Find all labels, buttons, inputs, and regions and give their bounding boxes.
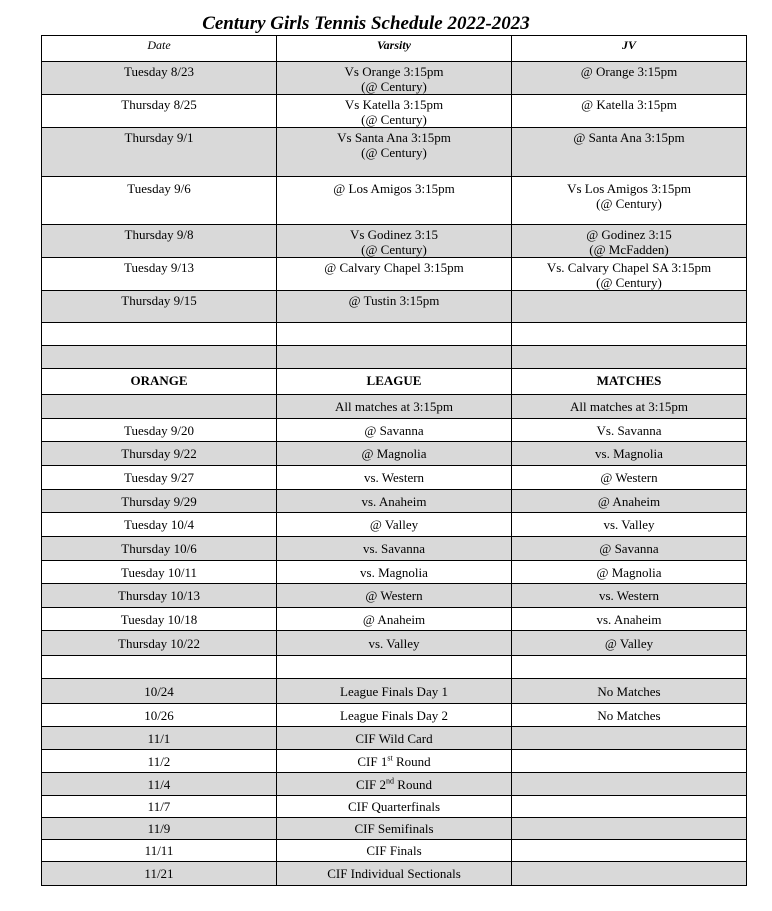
jv-location: (@ Century): [596, 275, 662, 290]
cell-jv: No Matches: [512, 679, 747, 704]
varsity-location: (@ Century): [361, 112, 427, 127]
league-header-league: LEAGUE: [277, 369, 512, 395]
cell-date: Thursday 8/25: [42, 95, 277, 128]
round-suffix: Round: [392, 753, 431, 769]
cell-date: 10/26: [42, 704, 277, 727]
jv-match: @ Orange 3:15pm: [580, 64, 678, 79]
cell-varsity: League Finals Day 2: [277, 704, 512, 727]
table-row: [42, 679, 747, 704]
varsity-match: @ Tustin 3:15pm: [348, 293, 440, 308]
jv-location: (@ McFadden): [589, 242, 669, 257]
cell-varsity: vs. Magnolia: [277, 561, 512, 584]
round-suffix: Round: [394, 776, 432, 792]
round-ordinal: nd: [386, 776, 395, 786]
spacer-row: [42, 346, 747, 369]
spacer-row: [42, 656, 747, 679]
varsity-location: (@ Century): [361, 242, 427, 257]
empty-cell: [42, 346, 277, 369]
cell-jv: [512, 291, 747, 323]
varsity-match: @ Los Amigos 3:15pm: [333, 181, 455, 196]
varsity-location: (@ Century): [361, 79, 427, 94]
varsity-match: @ Calvary Chapel 3:15pm: [324, 260, 464, 275]
cell-varsity: [277, 128, 512, 177]
cell-date: 11/4: [42, 773, 277, 796]
header-jv: JV: [512, 36, 747, 62]
table-row: [42, 537, 747, 561]
cell-varsity: [277, 177, 512, 225]
cell-date: 10/24: [42, 679, 277, 704]
table-row: [42, 773, 747, 796]
cell-varsity: vs. Savanna: [277, 537, 512, 561]
league-header-orange: ORANGE: [42, 369, 277, 395]
cell-jv: [512, 750, 747, 773]
table-row: [42, 466, 747, 490]
table-row: [42, 862, 747, 886]
league-header-matches: MATCHES: [512, 369, 747, 395]
table-row: [42, 513, 747, 537]
jv-match: Vs Los Amigos 3:15pm: [567, 181, 691, 196]
cell-varsity: @ Savanna: [277, 419, 512, 442]
cell-varsity: [277, 62, 512, 95]
cell-date: Tuesday 10/18: [42, 608, 277, 631]
league-note-varsity: All matches at 3:15pm: [277, 395, 512, 419]
cell-jv: Vs. Savanna: [512, 419, 747, 442]
table-row: [42, 95, 747, 128]
cell-jv: [512, 95, 747, 128]
cell-varsity: [277, 225, 512, 258]
cell-jv: vs. Western: [512, 584, 747, 608]
cell-jv: @ Savanna: [512, 537, 747, 561]
cell-jv: vs. Magnolia: [512, 442, 747, 466]
cell-date: Thursday 9/1: [42, 128, 277, 177]
header-date: Date: [42, 36, 277, 62]
table-row: [42, 177, 747, 225]
cell-date: Thursday 10/13: [42, 584, 277, 608]
cell-varsity: CIF Quarterfinals: [277, 796, 512, 818]
table-row: [42, 490, 747, 513]
table-row: [42, 840, 747, 862]
table-row: [42, 631, 747, 656]
cell-varsity: CIF Semifinals: [277, 818, 512, 840]
table-row: [42, 704, 747, 727]
cell-varsity: vs. Anaheim: [277, 490, 512, 513]
cell-varsity: CIF Finals: [277, 840, 512, 862]
cell-date: Thursday 9/15: [42, 291, 277, 323]
header-varsity: Varsity: [277, 36, 512, 62]
round-prefix: CIF 2: [356, 776, 387, 792]
jv-match: @ Godinez 3:15: [586, 227, 672, 242]
cell-jv: [512, 128, 747, 177]
jv-match: @ Santa Ana 3:15pm: [573, 130, 685, 145]
cell-jv: @ Valley: [512, 631, 747, 656]
cell-date: Tuesday 9/27: [42, 466, 277, 490]
cell-varsity: @ Anaheim: [277, 608, 512, 631]
table-row: [42, 796, 747, 818]
varsity-match: Vs Godinez 3:15: [349, 227, 439, 242]
cell-varsity: vs. Valley: [277, 631, 512, 656]
table-row: [42, 750, 747, 773]
table-row: [42, 561, 747, 584]
cell-varsity: [277, 291, 512, 323]
table-row: [42, 62, 747, 95]
cell-jv: [512, 840, 747, 862]
empty-cell: [42, 395, 277, 419]
jv-location: (@ Century): [596, 196, 662, 211]
table-row: [42, 818, 747, 840]
cell-varsity: [277, 750, 512, 773]
table-row: [42, 419, 747, 442]
table-row: [42, 225, 747, 258]
cell-date: Tuesday 10/11: [42, 561, 277, 584]
round-prefix: CIF 1: [357, 753, 388, 769]
schedule-table: [41, 35, 747, 886]
cell-date: Tuesday 10/4: [42, 513, 277, 537]
cell-jv: [512, 177, 747, 225]
table-row: [42, 291, 747, 323]
cell-varsity: @ Western: [277, 584, 512, 608]
varsity-location: (@ Century): [361, 145, 427, 160]
jv-match: Vs. Calvary Chapel SA 3:15pm: [546, 260, 712, 275]
cell-varsity: [277, 95, 512, 128]
cell-varsity: [277, 258, 512, 291]
cell-varsity: @ Magnolia: [277, 442, 512, 466]
jv-match: @ Katella 3:15pm: [581, 97, 677, 112]
table-row: [42, 128, 747, 177]
empty-cell: [512, 346, 747, 369]
cell-jv: @ Anaheim: [512, 490, 747, 513]
cell-jv: [512, 818, 747, 840]
table-row: [42, 258, 747, 291]
league-note-row: [42, 395, 747, 419]
cell-varsity: CIF Individual Sectionals: [277, 862, 512, 886]
cell-jv: @ Western: [512, 466, 747, 490]
cell-date: 11/1: [42, 727, 277, 750]
empty-cell: [512, 656, 747, 679]
cell-jv: [512, 862, 747, 886]
table-row: [42, 608, 747, 631]
cell-jv: vs. Anaheim: [512, 608, 747, 631]
empty-cell: [277, 656, 512, 679]
round-ordinal: st: [387, 753, 393, 763]
table-row: [42, 442, 747, 466]
cell-jv: [512, 62, 747, 95]
cell-jv: [512, 796, 747, 818]
cell-varsity: vs. Western: [277, 466, 512, 490]
table-row: [42, 727, 747, 750]
cell-date: Thursday 9/8: [42, 225, 277, 258]
cell-date: 11/9: [42, 818, 277, 840]
cell-date: 11/11: [42, 840, 277, 862]
cell-date: Thursday 10/22: [42, 631, 277, 656]
cell-jv: No Matches: [512, 704, 747, 727]
cell-date: Thursday 9/29: [42, 490, 277, 513]
cell-varsity: CIF Wild Card: [277, 727, 512, 750]
cell-varsity: @ Valley: [277, 513, 512, 537]
empty-cell: [277, 323, 512, 346]
cell-jv: [512, 727, 747, 750]
page-title: [0, 13, 732, 35]
cell-jv: [512, 773, 747, 796]
cell-jv: [512, 225, 747, 258]
varsity-match: Vs Orange 3:15pm: [344, 64, 444, 79]
varsity-match: Vs Katella 3:15pm: [344, 97, 444, 112]
cell-jv: vs. Valley: [512, 513, 747, 537]
empty-cell: [42, 323, 277, 346]
cell-date: Tuesday 9/20: [42, 419, 277, 442]
title-text: Century Girls Tennis Schedule 2022-2023: [202, 13, 530, 34]
empty-cell: [277, 346, 512, 369]
table-header-row: [42, 36, 747, 62]
empty-cell: [42, 656, 277, 679]
varsity-match: Vs Santa Ana 3:15pm: [337, 130, 451, 145]
cell-date: 11/7: [42, 796, 277, 818]
cell-date: 11/2: [42, 750, 277, 773]
cell-date: 11/21: [42, 862, 277, 886]
cell-varsity: League Finals Day 1: [277, 679, 512, 704]
cell-date: Tuesday 9/6: [42, 177, 277, 225]
league-note-jv: All matches at 3:15pm: [512, 395, 747, 419]
cell-date: Tuesday 8/23: [42, 62, 277, 95]
cell-varsity: [277, 773, 512, 796]
spacer-row: [42, 323, 747, 346]
cell-jv: [512, 258, 747, 291]
cell-date: Tuesday 9/13: [42, 258, 277, 291]
empty-cell: [512, 323, 747, 346]
league-header-row: [42, 369, 747, 395]
cell-date: Thursday 10/6: [42, 537, 277, 561]
table-row: [42, 584, 747, 608]
cell-jv: @ Magnolia: [512, 561, 747, 584]
cell-date: Thursday 9/22: [42, 442, 277, 466]
